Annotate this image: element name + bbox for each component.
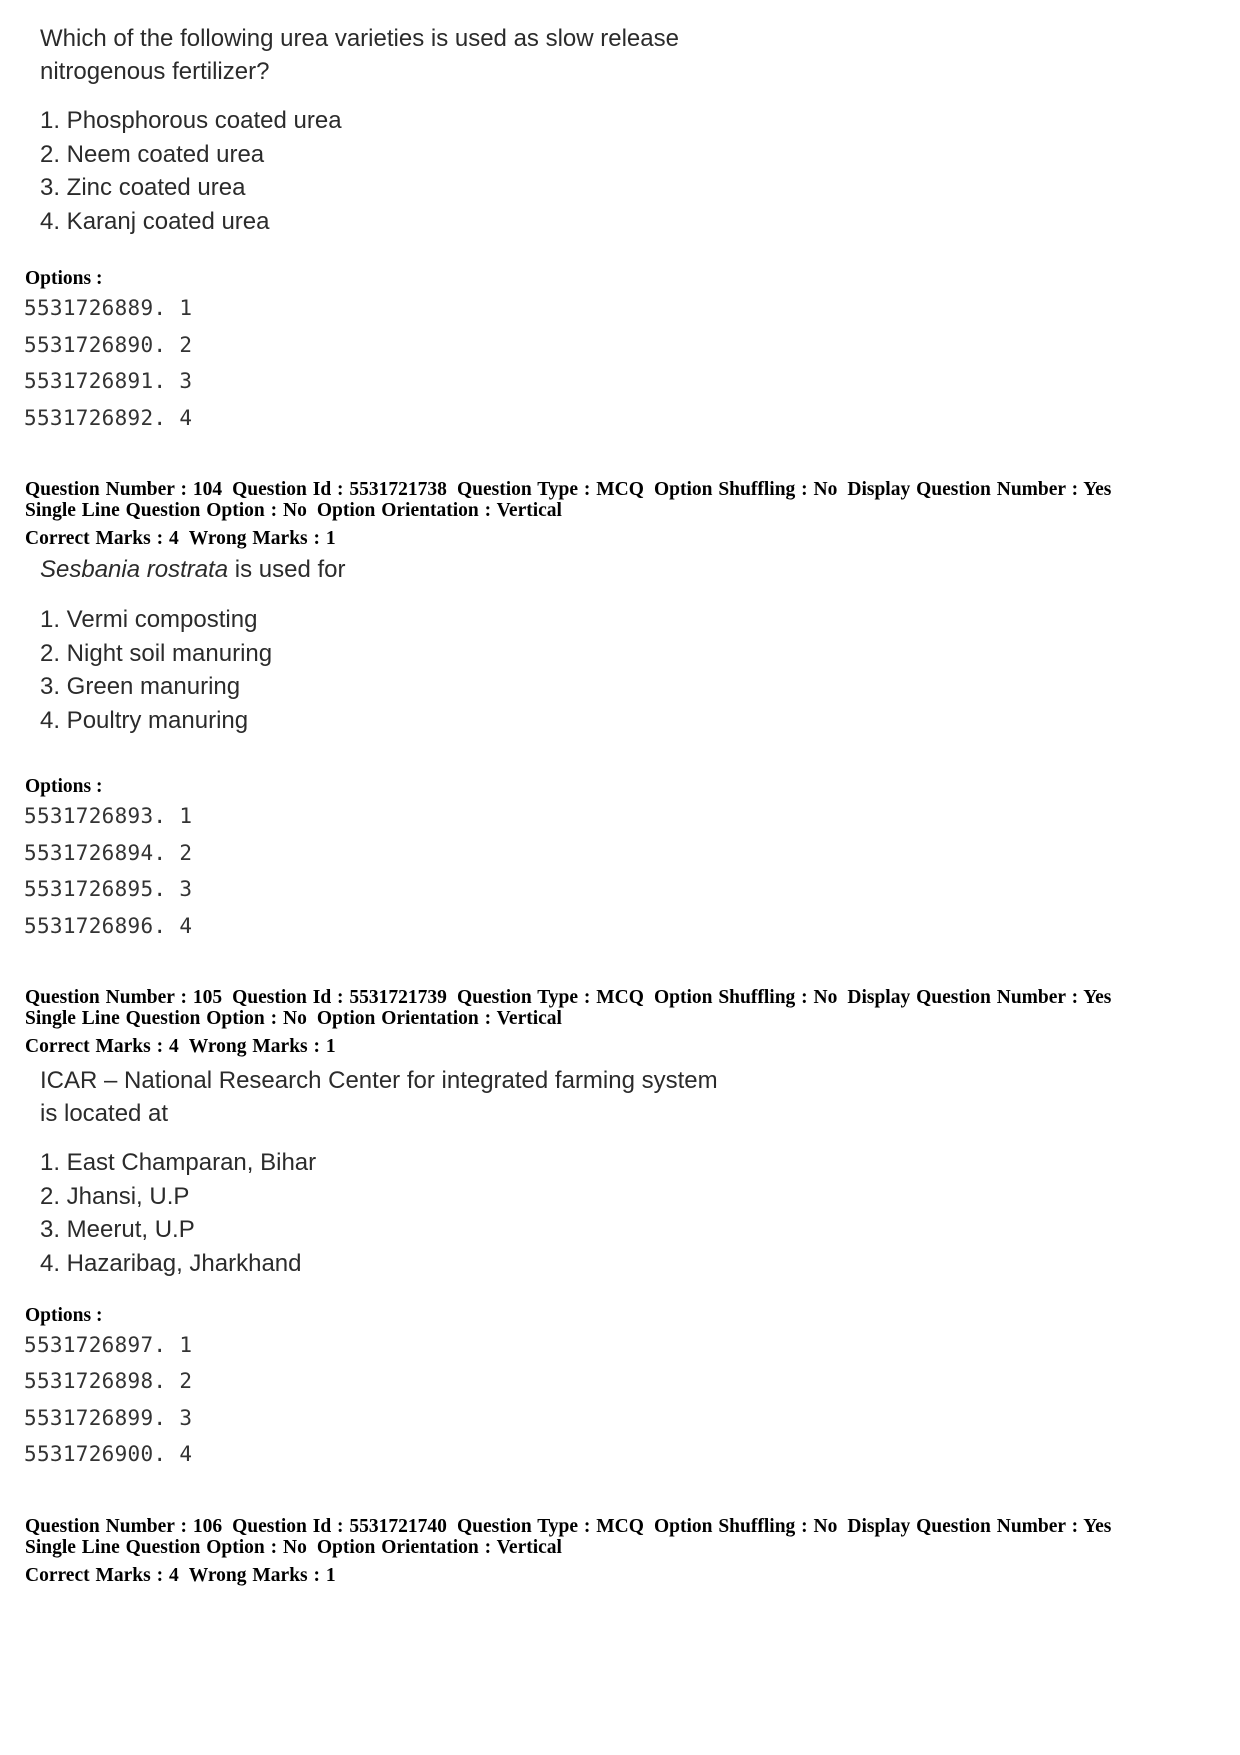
- single-line-option: Single Line Question Option : No: [25, 500, 307, 521]
- option-id: 5531726893. 1: [24, 804, 193, 828]
- wrong-marks: Wrong Marks : 1: [188, 1036, 336, 1057]
- question-meta-line-1: [25, 480, 1111, 500]
- option-id: 5531726892. 4: [24, 406, 193, 430]
- answer-choice: 3. Meerut, U.P: [40, 1216, 195, 1243]
- option-shuffling: Option Shuffling : No: [653, 1516, 838, 1537]
- question-number: Question Number : 105: [25, 987, 223, 1008]
- answer-choice: 4. Hazaribag, Jharkhand: [40, 1249, 302, 1277]
- answer-choice: 4. Karanj coated urea: [40, 207, 270, 235]
- question-id: Question Id : 5531721738: [232, 479, 447, 500]
- option-id: 5531726890. 2: [24, 333, 193, 357]
- option-id: 5531726898. 2: [24, 1369, 193, 1393]
- wrong-marks: Wrong Marks : 1: [188, 1565, 336, 1586]
- marks-line: [25, 529, 336, 549]
- display-question-number: Display Question Number : Yes: [847, 1516, 1112, 1537]
- option-shuffling: Option Shuffling : No: [653, 479, 838, 500]
- answer-choices: [40, 603, 346, 737]
- question-type: Question Type : MCQ: [456, 1516, 644, 1537]
- option-id: 5531726889. 1: [24, 296, 193, 320]
- option-id: 5531726891. 3: [24, 369, 193, 393]
- correct-marks: Correct Marks : 4: [25, 1565, 179, 1586]
- question-text-line: ICAR – National Research Center for integrated farming system: [40, 1067, 718, 1094]
- answer-choice: 1. Phosphorous coated urea: [40, 107, 342, 134]
- single-line-option: Single Line Question Option : No: [25, 1008, 307, 1029]
- question-meta-line-1: [25, 1517, 1111, 1537]
- option-id: 5531726895. 3: [24, 877, 193, 901]
- question-image-103: [40, 22, 679, 238]
- question-id: Question Id : 5531721740: [232, 1516, 447, 1537]
- question-meta-line-2: [25, 1538, 562, 1558]
- answer-choice: 2. Neem coated urea: [40, 140, 265, 168]
- question-type: Question Type : MCQ: [456, 987, 644, 1008]
- answer-choice: 1. East Champaran, Bihar: [40, 1149, 317, 1176]
- options-label: Options :: [25, 1305, 103, 1326]
- option-id: 5531726900. 4: [24, 1442, 193, 1466]
- option-id: 5531726896. 4: [24, 914, 193, 938]
- options-label: Options :: [25, 268, 103, 289]
- option-id: 5531726894. 2: [24, 841, 193, 865]
- correct-marks: Correct Marks : 4: [25, 1036, 179, 1057]
- answer-choice: 4. Poultry manuring: [40, 706, 249, 734]
- answer-choice: 2. Night soil manuring: [40, 639, 273, 667]
- option-orientation: Option Orientation : Vertical: [316, 500, 562, 521]
- question-id: Question Id : 5531721739: [232, 987, 447, 1008]
- answer-choice: 3. Green manuring: [40, 673, 241, 700]
- correct-marks: Correct Marks : 4: [25, 528, 179, 549]
- answer-choice: 2. Jhansi, U.P: [40, 1182, 190, 1210]
- option-shuffling: Option Shuffling : No: [653, 987, 838, 1008]
- display-question-number: Display Question Number : Yes: [847, 987, 1112, 1008]
- marks-line: [25, 1037, 336, 1057]
- option-id: 5531726897. 1: [24, 1333, 193, 1357]
- answer-choices: [40, 1146, 718, 1280]
- question-meta-line-2: [25, 1009, 562, 1029]
- question-number: Question Number : 106: [25, 1516, 223, 1537]
- single-line-option: Single Line Question Option : No: [25, 1537, 307, 1558]
- question-number: Question Number : 104: [25, 479, 223, 500]
- question-text-line: Which of the following urea varieties is used as slow release: [40, 25, 679, 52]
- display-question-number: Display Question Number : Yes: [847, 479, 1112, 500]
- species-name: Sesbania rostrata: [40, 556, 229, 583]
- option-id: 5531726899. 3: [24, 1406, 193, 1430]
- answer-choices: [40, 104, 679, 238]
- question-image-105: [40, 1064, 718, 1280]
- marks-line: [25, 1566, 336, 1586]
- answer-choice: 3. Zinc coated urea: [40, 174, 246, 201]
- option-orientation: Option Orientation : Vertical: [316, 1537, 562, 1558]
- question-text-line: [40, 553, 346, 586]
- options-label: Options :: [25, 776, 103, 797]
- question-text-line: nitrogenous fertilizer?: [40, 58, 270, 85]
- question-type: Question Type : MCQ: [456, 479, 644, 500]
- question-meta-line-2: [25, 501, 562, 521]
- wrong-marks: Wrong Marks : 1: [188, 528, 336, 549]
- question-image-104: [40, 553, 346, 737]
- question-text-line: is located at: [40, 1100, 169, 1127]
- option-orientation: Option Orientation : Vertical: [316, 1008, 562, 1029]
- question-text-rest: is used for: [228, 556, 346, 583]
- answer-choice: 1. Vermi composting: [40, 606, 258, 633]
- question-meta-line-1: [25, 988, 1111, 1008]
